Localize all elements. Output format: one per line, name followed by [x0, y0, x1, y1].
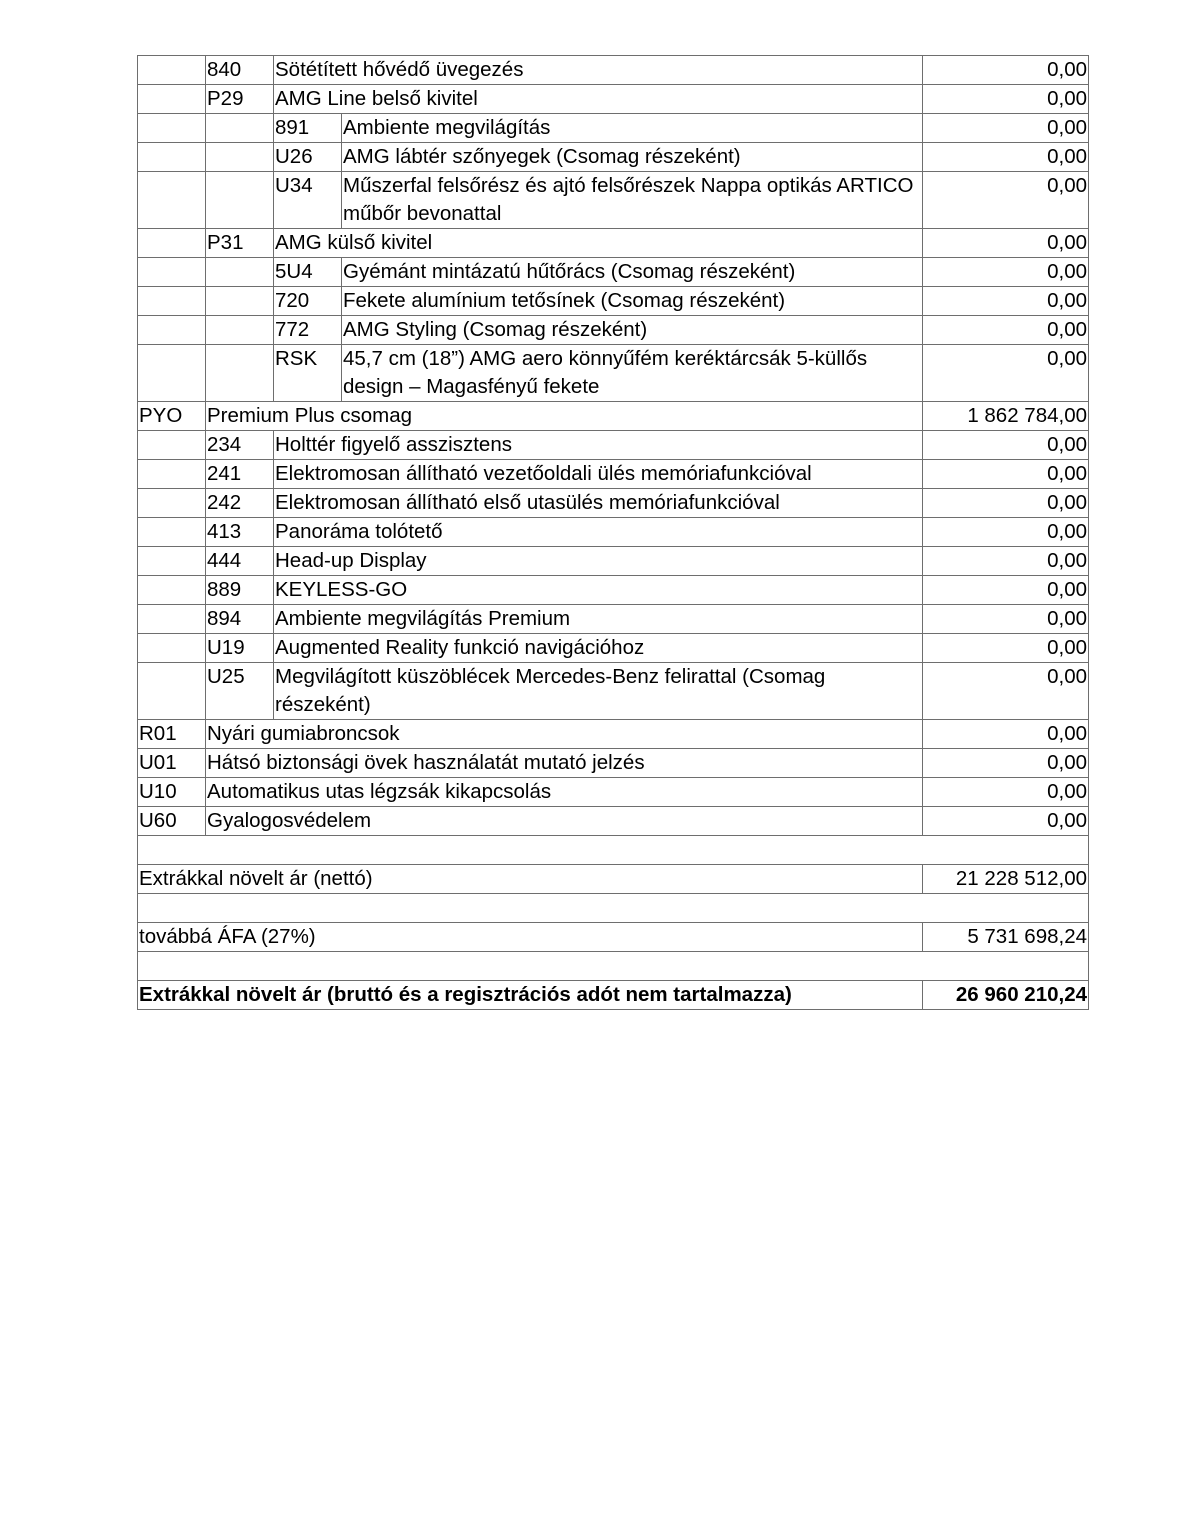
table-row	[138, 634, 1089, 663]
gross-price-value: 26 960 210,24	[923, 981, 1089, 1010]
option-label: Premium Plus csomag	[206, 402, 923, 431]
table-row	[138, 778, 1089, 807]
table-row	[138, 172, 1089, 229]
indent-cell	[138, 489, 206, 518]
option-label: Ambiente megvilágítás	[342, 114, 923, 143]
table-row	[138, 547, 1089, 576]
option-price: 1 862 784,00	[923, 402, 1089, 431]
table-row	[138, 576, 1089, 605]
indent-cell	[138, 229, 206, 258]
indent-cell	[138, 460, 206, 489]
option-label: Hátsó biztonsági övek használatát mutató jelzés	[206, 749, 923, 778]
option-code: U26	[274, 143, 342, 172]
option-label: Nyári gumiabroncsok	[206, 720, 923, 749]
option-label: Ambiente megvilágítás Premium	[274, 605, 923, 634]
option-code: 5U4	[274, 258, 342, 287]
indent-cell	[138, 85, 206, 114]
option-price: 0,00	[923, 749, 1089, 778]
net-price-row	[138, 865, 1089, 894]
table-row	[138, 402, 1089, 431]
spacer-cell	[138, 894, 1089, 923]
spacer-row	[138, 894, 1089, 923]
option-code: U01	[138, 749, 206, 778]
option-price: 0,00	[923, 85, 1089, 114]
option-price: 0,00	[923, 663, 1089, 720]
option-code: PYO	[138, 402, 206, 431]
table-row	[138, 114, 1089, 143]
net-price-value: 21 228 512,00	[923, 865, 1089, 894]
option-price: 0,00	[923, 258, 1089, 287]
indent-cell	[138, 518, 206, 547]
option-code: U34	[274, 172, 342, 229]
option-price: 0,00	[923, 605, 1089, 634]
table-row	[138, 605, 1089, 634]
option-code: 241	[206, 460, 274, 489]
indent-cell	[206, 316, 274, 345]
indent-cell	[138, 547, 206, 576]
option-price: 0,00	[923, 431, 1089, 460]
net-price-label: Extrákkal növelt ár (nettó)	[138, 865, 923, 894]
indent-cell	[138, 345, 206, 402]
table-row	[138, 345, 1089, 402]
vat-label: továbbá ÁFA (27%)	[138, 923, 923, 952]
gross-price-label: Extrákkal növelt ár (bruttó és a regisztrációs adót nem tartalmazza)	[138, 981, 923, 1010]
option-code: R01	[138, 720, 206, 749]
table-row	[138, 56, 1089, 85]
indent-cell	[138, 114, 206, 143]
option-code: 413	[206, 518, 274, 547]
option-label: Gyémánt mintázatú hűtőrács (Csomag részeként)	[342, 258, 923, 287]
option-code: P29	[206, 85, 274, 114]
option-label: Elektromosan állítható első utasülés memóriafunkcióval	[274, 489, 923, 518]
option-price: 0,00	[923, 489, 1089, 518]
option-price: 0,00	[923, 634, 1089, 663]
option-label: AMG külső kivitel	[274, 229, 923, 258]
spacer-row	[138, 836, 1089, 865]
option-code: U60	[138, 807, 206, 836]
vat-row	[138, 923, 1089, 952]
table-row	[138, 518, 1089, 547]
option-price: 0,00	[923, 778, 1089, 807]
option-label: Augmented Reality funkció navigációhoz	[274, 634, 923, 663]
table-row	[138, 431, 1089, 460]
option-code: U10	[138, 778, 206, 807]
option-label: Megvilágított küszöblécek Mercedes-Benz felirattal (Csomag részeként)	[274, 663, 923, 720]
option-code: 894	[206, 605, 274, 634]
option-code: 840	[206, 56, 274, 85]
indent-cell	[138, 663, 206, 720]
option-code: U19	[206, 634, 274, 663]
option-price: 0,00	[923, 114, 1089, 143]
indent-cell	[206, 258, 274, 287]
option-code: 242	[206, 489, 274, 518]
gross-price-row	[138, 981, 1089, 1010]
table-row	[138, 85, 1089, 114]
option-label: AMG lábtér szőnyegek (Csomag részeként)	[342, 143, 923, 172]
option-label: Fekete alumínium tetősínek (Csomag részeként)	[342, 287, 923, 316]
option-label: Sötétített hővédő üvegezés	[274, 56, 923, 85]
table-row	[138, 316, 1089, 345]
option-code: RSK	[274, 345, 342, 402]
option-price: 0,00	[923, 316, 1089, 345]
price-table	[137, 55, 1089, 1010]
option-price: 0,00	[923, 518, 1089, 547]
option-code: U25	[206, 663, 274, 720]
table-row	[138, 720, 1089, 749]
option-label: Panoráma tolótető	[274, 518, 923, 547]
option-label: Head-up Display	[274, 547, 923, 576]
indent-cell	[138, 316, 206, 345]
indent-cell	[138, 634, 206, 663]
option-price: 0,00	[923, 547, 1089, 576]
option-price: 0,00	[923, 720, 1089, 749]
indent-cell	[138, 431, 206, 460]
option-code: 720	[274, 287, 342, 316]
indent-cell	[138, 56, 206, 85]
option-label: Automatikus utas légzsák kikapcsolás	[206, 778, 923, 807]
option-price: 0,00	[923, 460, 1089, 489]
option-price: 0,00	[923, 576, 1089, 605]
spacer-cell	[138, 836, 1089, 865]
table-row	[138, 460, 1089, 489]
option-label: KEYLESS-GO	[274, 576, 923, 605]
indent-cell	[138, 258, 206, 287]
indent-cell	[138, 287, 206, 316]
option-label: 45,7 cm (18”) AMG aero könnyűfém keréktárcsák 5-küllős design – Magasfényű fekete	[342, 345, 923, 402]
option-label: Gyalogosvédelem	[206, 807, 923, 836]
table-row	[138, 287, 1089, 316]
spacer-cell	[138, 952, 1089, 981]
option-label: Műszerfal felsőrész és ajtó felsőrészek Nappa optikás ARTICO műbőr bevonattal	[342, 172, 923, 229]
option-price: 0,00	[923, 172, 1089, 229]
option-code: 234	[206, 431, 274, 460]
table-row	[138, 749, 1089, 778]
option-price: 0,00	[923, 345, 1089, 402]
indent-cell	[206, 172, 274, 229]
option-code: 889	[206, 576, 274, 605]
option-price: 0,00	[923, 56, 1089, 85]
option-label: Elektromosan állítható vezetőoldali ülés memóriafunkcióval	[274, 460, 923, 489]
option-code: 772	[274, 316, 342, 345]
option-code: P31	[206, 229, 274, 258]
option-price: 0,00	[923, 807, 1089, 836]
indent-cell	[206, 345, 274, 402]
option-code: 891	[274, 114, 342, 143]
vat-value: 5 731 698,24	[923, 923, 1089, 952]
table-row	[138, 663, 1089, 720]
option-price: 0,00	[923, 143, 1089, 172]
option-price: 0,00	[923, 287, 1089, 316]
option-code: 444	[206, 547, 274, 576]
table-row	[138, 143, 1089, 172]
indent-cell	[206, 287, 274, 316]
option-price: 0,00	[923, 229, 1089, 258]
spacer-row	[138, 952, 1089, 981]
table-row	[138, 258, 1089, 287]
indent-cell	[138, 143, 206, 172]
option-label: AMG Styling (Csomag részeként)	[342, 316, 923, 345]
option-label: AMG Line belső kivitel	[274, 85, 923, 114]
indent-cell	[206, 143, 274, 172]
option-label: Holttér figyelő asszisztens	[274, 431, 923, 460]
table-row	[138, 807, 1089, 836]
indent-cell	[138, 576, 206, 605]
table-row	[138, 229, 1089, 258]
indent-cell	[138, 172, 206, 229]
table-row	[138, 489, 1089, 518]
indent-cell	[206, 114, 274, 143]
indent-cell	[138, 605, 206, 634]
